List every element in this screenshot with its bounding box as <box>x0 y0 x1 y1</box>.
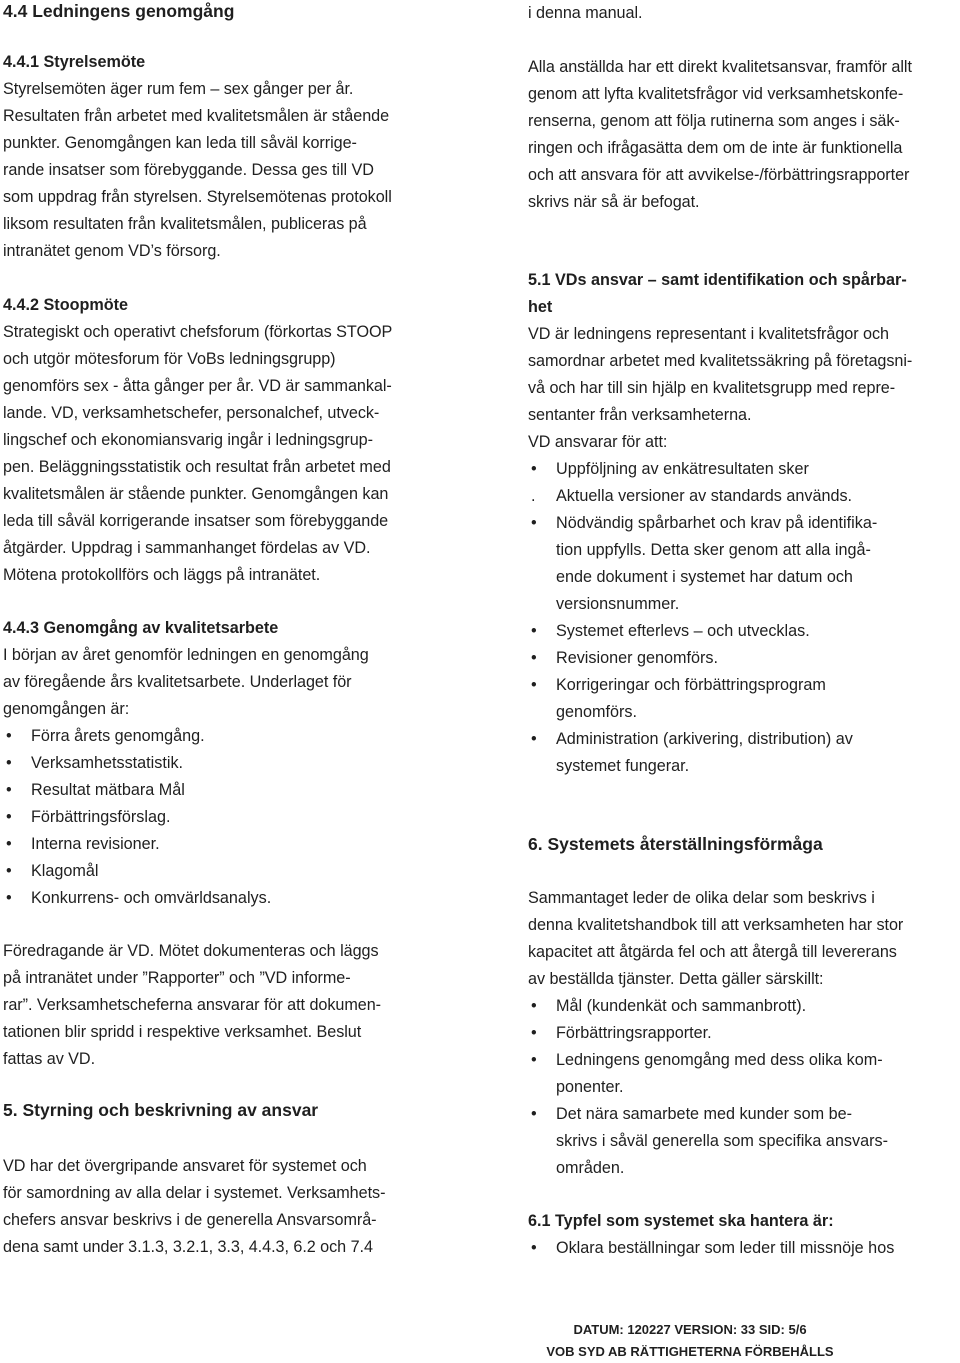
paragraph-4-4-3-intro: I början av året genomför ledningen en genomgång av föregående års kvalitetsarbete. Underlaget för genomgången är: <box>3 646 369 718</box>
list-item: . Aktuella versioner av standards används. <box>528 483 960 510</box>
heading-4-4-3: 4.4.3 Genomgång av kvalitetsarbete <box>3 619 279 637</box>
list-item: • Resultat mätbara Mål <box>3 777 443 804</box>
paragraph-4-4-2: Strategiskt och operativt chefsforum (förkortas STOOP och utgör mötesforum för VoBs ledningsgrupp) genomförs sex - åtta gånger per år. VD är sammankal- lande. VD, verksamhetschefer, personalchef, utveck- lingschef och ekonomiansvarig ingår i ledningsgrup- pen. Beläggningsstatistik och resultat från arbetet med kvalitetsmålen är stående punkter. Genomgången kan leda till såväl korrigerande insatser som förebyggande åtgärder. Uppdrag i sammanhanget fördelas av VD. Mötena protokollförs och läggs på intranätet. <box>3 323 393 584</box>
bullet-icon: • <box>6 835 12 853</box>
continued-text: i denna manual. <box>528 4 643 22</box>
bullet-icon: • <box>531 997 537 1015</box>
list-item: • Förbättringsrapporter. <box>528 1020 960 1047</box>
paragraph-4-4-1: Styrelsemöten äger rum fem – sex gånger per år. Resultaten från arbetet med kvalitetsmålen är stående punkter. Genomgången kan leda till såväl korrige- rande insatser som förebyggande. Dessa ges till VD som uppdrag från styrelsen. Styrelsemötenas protokoll liksom resultaten från kvalitetsmålen, publiceras på intranätet genom VD’s försorg. <box>3 80 392 260</box>
list-item: • Interna revisioner. <box>3 831 443 858</box>
heading-6-1: 6.1 Typfel som systemet ska hantera är: <box>528 1212 834 1230</box>
bullet-icon: • <box>6 808 12 826</box>
list-item: • Förra årets genomgång. <box>3 723 443 750</box>
bullet-icon: • <box>531 1105 537 1123</box>
list-item: • Konkurrens- och omvärldsanalys. <box>3 885 443 912</box>
paragraph-4-4-3-outro: Föredragande är VD. Mötet dokumenteras och läggs på intranätet under ”Rapporter” och ”VD informe- rar”. Verksamhetscheferna ansvarar för att dokumen- tationen blir spridd i respektive verksamhet. Beslut fattas av VD. <box>3 942 382 1068</box>
list-item: • Förbättringsförslag. <box>3 804 443 831</box>
list-item: • Mål (kundenkät och sammanbrott). <box>528 993 960 1020</box>
bullet-icon: • <box>6 889 12 907</box>
list-item: • Uppföljning av enkätresultaten sker <box>528 456 960 483</box>
list-item: • Systemet efterlevs – och utvecklas. <box>528 618 960 645</box>
heading-4-4-2: 4.4.2 Stoopmöte <box>3 296 129 314</box>
bullet-icon: . <box>531 487 536 505</box>
bullet-icon: • <box>531 1051 537 1069</box>
footer-date-version: DATUM: 120227 VERSION: 33 SID: 5/6 <box>573 1322 807 1337</box>
list-item: • Det nära samarbete med kunder som be- skrivs i såväl generella som specifika ansvars- områden. <box>528 1101 960 1182</box>
list-item: • Oklara beställningar som leder till missnöje hos <box>528 1235 960 1262</box>
list-item: • Klagomål <box>3 858 443 885</box>
list-6-1 <box>528 1235 960 1262</box>
paragraph-5-1: VD är ledningens representant i kvalitetsfrågor och samordnar arbetet med kvalitetssäkring på företagsni- vå och har till sin hjälp en kvalitetsgrupp med repre- sentanter från verksamheterna. VD ansvarar för att: <box>528 325 913 451</box>
list-5-1 <box>528 456 960 780</box>
list-4-4-3 <box>3 723 443 912</box>
bullet-icon: • <box>6 781 12 799</box>
paragraph-5: VD har det övergripande ansvaret för systemet och för samordning av alla delar i systemet. Verksamhets- chefers ansvar beskrivs i de generella Ansvarsområ- dena samt under 3.1.3, 3.2.1, 3.3, 4.4.3, 6.2 och 7.4 <box>3 1157 386 1256</box>
bullet-icon: • <box>531 676 537 694</box>
list-item: • Verksamhetsstatistik. <box>3 750 443 777</box>
bullet-icon: • <box>531 460 537 478</box>
section-title: 4.4 Ledningens genomgång <box>3 1 235 21</box>
list-item: • Revisioner genomförs. <box>528 645 960 672</box>
list-item: • Nödvändig spårbarhet och krav på identifika- tion uppfylls. Detta sker genom att alla ingå- ende dokument i systemet har datum och versionsnummer. <box>528 510 960 618</box>
heading-6: 6. Systemets återställningsförmåga <box>528 834 823 854</box>
list-item: • Ledningens genomgång med dess olika kom- ponenter. <box>528 1047 960 1101</box>
list-6 <box>528 993 960 1182</box>
bullet-icon: • <box>531 1239 537 1257</box>
footer-copyright: VOB SYD AB RÄTTIGHETERNA FÖRBEHÅLLS <box>546 1344 834 1359</box>
list-item: • Administration (arkivering, distribution) av systemet fungerar. <box>528 726 960 780</box>
bullet-icon: • <box>6 727 12 745</box>
bullet-icon: • <box>531 649 537 667</box>
heading-5-1: 5.1 VDs ansvar – samt identifikation och spårbar- het <box>528 271 907 316</box>
bullet-icon: • <box>531 1024 537 1042</box>
paragraph-6: Sammantaget leder de olika delar som beskrivs i denna kvalitetshandbok till att verksamheten har stor kapacitet att åtgärda fel och att återgå till levererans av beställda tjänster. Detta gäller särskillt: <box>528 889 904 988</box>
page-footer <box>0 1319 960 1363</box>
bullet-icon: • <box>6 754 12 772</box>
list-item: • Korrigeringar och förbättringsprogram genomförs. <box>528 672 960 726</box>
bullet-icon: • <box>6 862 12 880</box>
bullet-icon: • <box>531 730 537 748</box>
bullet-icon: • <box>531 514 537 532</box>
heading-5: 5. Styrning och beskrivning av ansvar <box>3 1100 319 1120</box>
bullet-icon: • <box>531 622 537 640</box>
heading-4-4-1: 4.4.1 Styrelsemöte <box>3 53 146 71</box>
paragraph-quality-responsibility: Alla anställda har ett direkt kvalitetsansvar, framför allt genom att lyfta kvalitetsfrågor vid verksamhetskonfe- renserna, genom att följa rutinerna som anges i säk- ringen och ifrågasätta dem om de inte är funktionella och att ansvara för att avvikelse-/förbättringsrapporter skrivs när så är befogat. <box>528 58 912 211</box>
